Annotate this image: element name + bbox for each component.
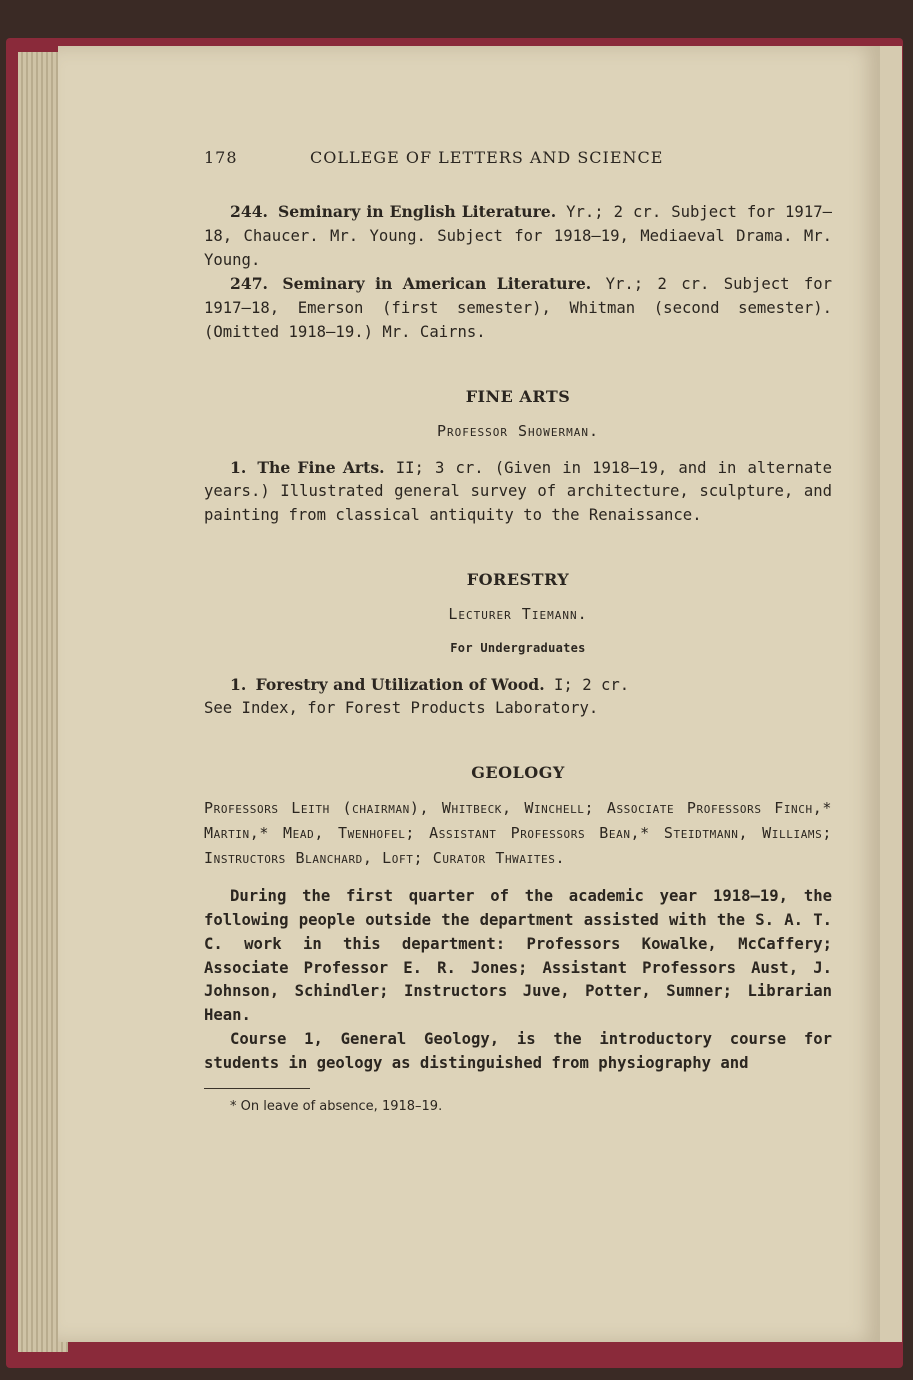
running-title: COLLEGE OF LETTERS AND SCIENCE bbox=[310, 148, 664, 167]
course-text: Yr.; 2 cr. Subject for 1917–18, Emerson (first semester), Whitman (second semester). (Omitted 1918–19.) Mr. Cairns. bbox=[204, 275, 833, 341]
course-244 bbox=[204, 200, 832, 272]
facing-page-edge bbox=[878, 46, 902, 1342]
forestry-subheading: For Undergraduates bbox=[450, 640, 586, 655]
geology-heading: GEOLOGY bbox=[471, 763, 565, 783]
course-number: 1. bbox=[230, 674, 247, 694]
fine-arts-heading: FINE ARTS bbox=[465, 386, 571, 406]
course-title: Seminary in American Literature. bbox=[282, 274, 592, 294]
footnote-rule bbox=[204, 1088, 310, 1089]
course-number: 244. bbox=[230, 202, 268, 221]
fine-arts-course bbox=[204, 456, 832, 528]
course-247 bbox=[204, 272, 832, 344]
course-number: 1. bbox=[230, 457, 247, 477]
course-title: Seminary in English Literature. bbox=[277, 202, 557, 221]
course-title: Forestry and Utilization of Wood. bbox=[255, 674, 545, 694]
course-number: 247. bbox=[230, 274, 268, 294]
course-text: II; 3 cr. (Given in 1918–19, and in alternate years.) Illustrated general survey of architecture, sculpture, and painting from classical antiquity to the Renaissance. bbox=[204, 458, 833, 525]
geology-paragraph-2: Course 1, General Geology, is the introductory course for students in geology as distinguished from physiography and bbox=[204, 1029, 832, 1072]
forestry-staff: Lecturer Tiemann. bbox=[448, 604, 588, 623]
page-content bbox=[204, 148, 832, 1118]
geology-paragraph-1: During the first quarter of the academic year 1918–19, the following people outside the department assisted with the S. A. T. C. work in this department: Professors Kowalke, McCaffery; Associate Professor E. R. Jones; Assistant Professors Aust, J. Johnson, Schindler; Instructors Juve, Potter, Sumner; Librarian Hean. bbox=[204, 887, 832, 1025]
course-title: The Fine Arts. bbox=[257, 457, 385, 477]
forestry-course bbox=[204, 673, 832, 698]
page-number: 178 bbox=[204, 148, 238, 167]
forestry-note: See Index, for Forest Products Laboratory. bbox=[204, 699, 599, 718]
course-text: Yr.; 2 cr. Subject for 1917–18, Chaucer. Mr. Young. Subject for 1918–19, Mediaeval Drama. Mr. Young. bbox=[204, 203, 832, 269]
fine-arts-staff: Professor Showerman. bbox=[436, 421, 600, 440]
running-head bbox=[204, 148, 832, 178]
geology-staff: Professors Leith (chairman), Whitbeck, Winchell; Associate Professors Finch,* Martin,* Mead, Twenhofel; Assistant Professors Bean,* Steidtmann, Williams; Instructors Blanchard, Loft; Curator Thwaites. bbox=[204, 799, 832, 868]
footnote: * On leave of absence, 1918–19. bbox=[230, 1098, 443, 1114]
forestry-heading: FORESTRY bbox=[466, 569, 570, 589]
course-text: I; 2 cr. bbox=[554, 675, 630, 694]
